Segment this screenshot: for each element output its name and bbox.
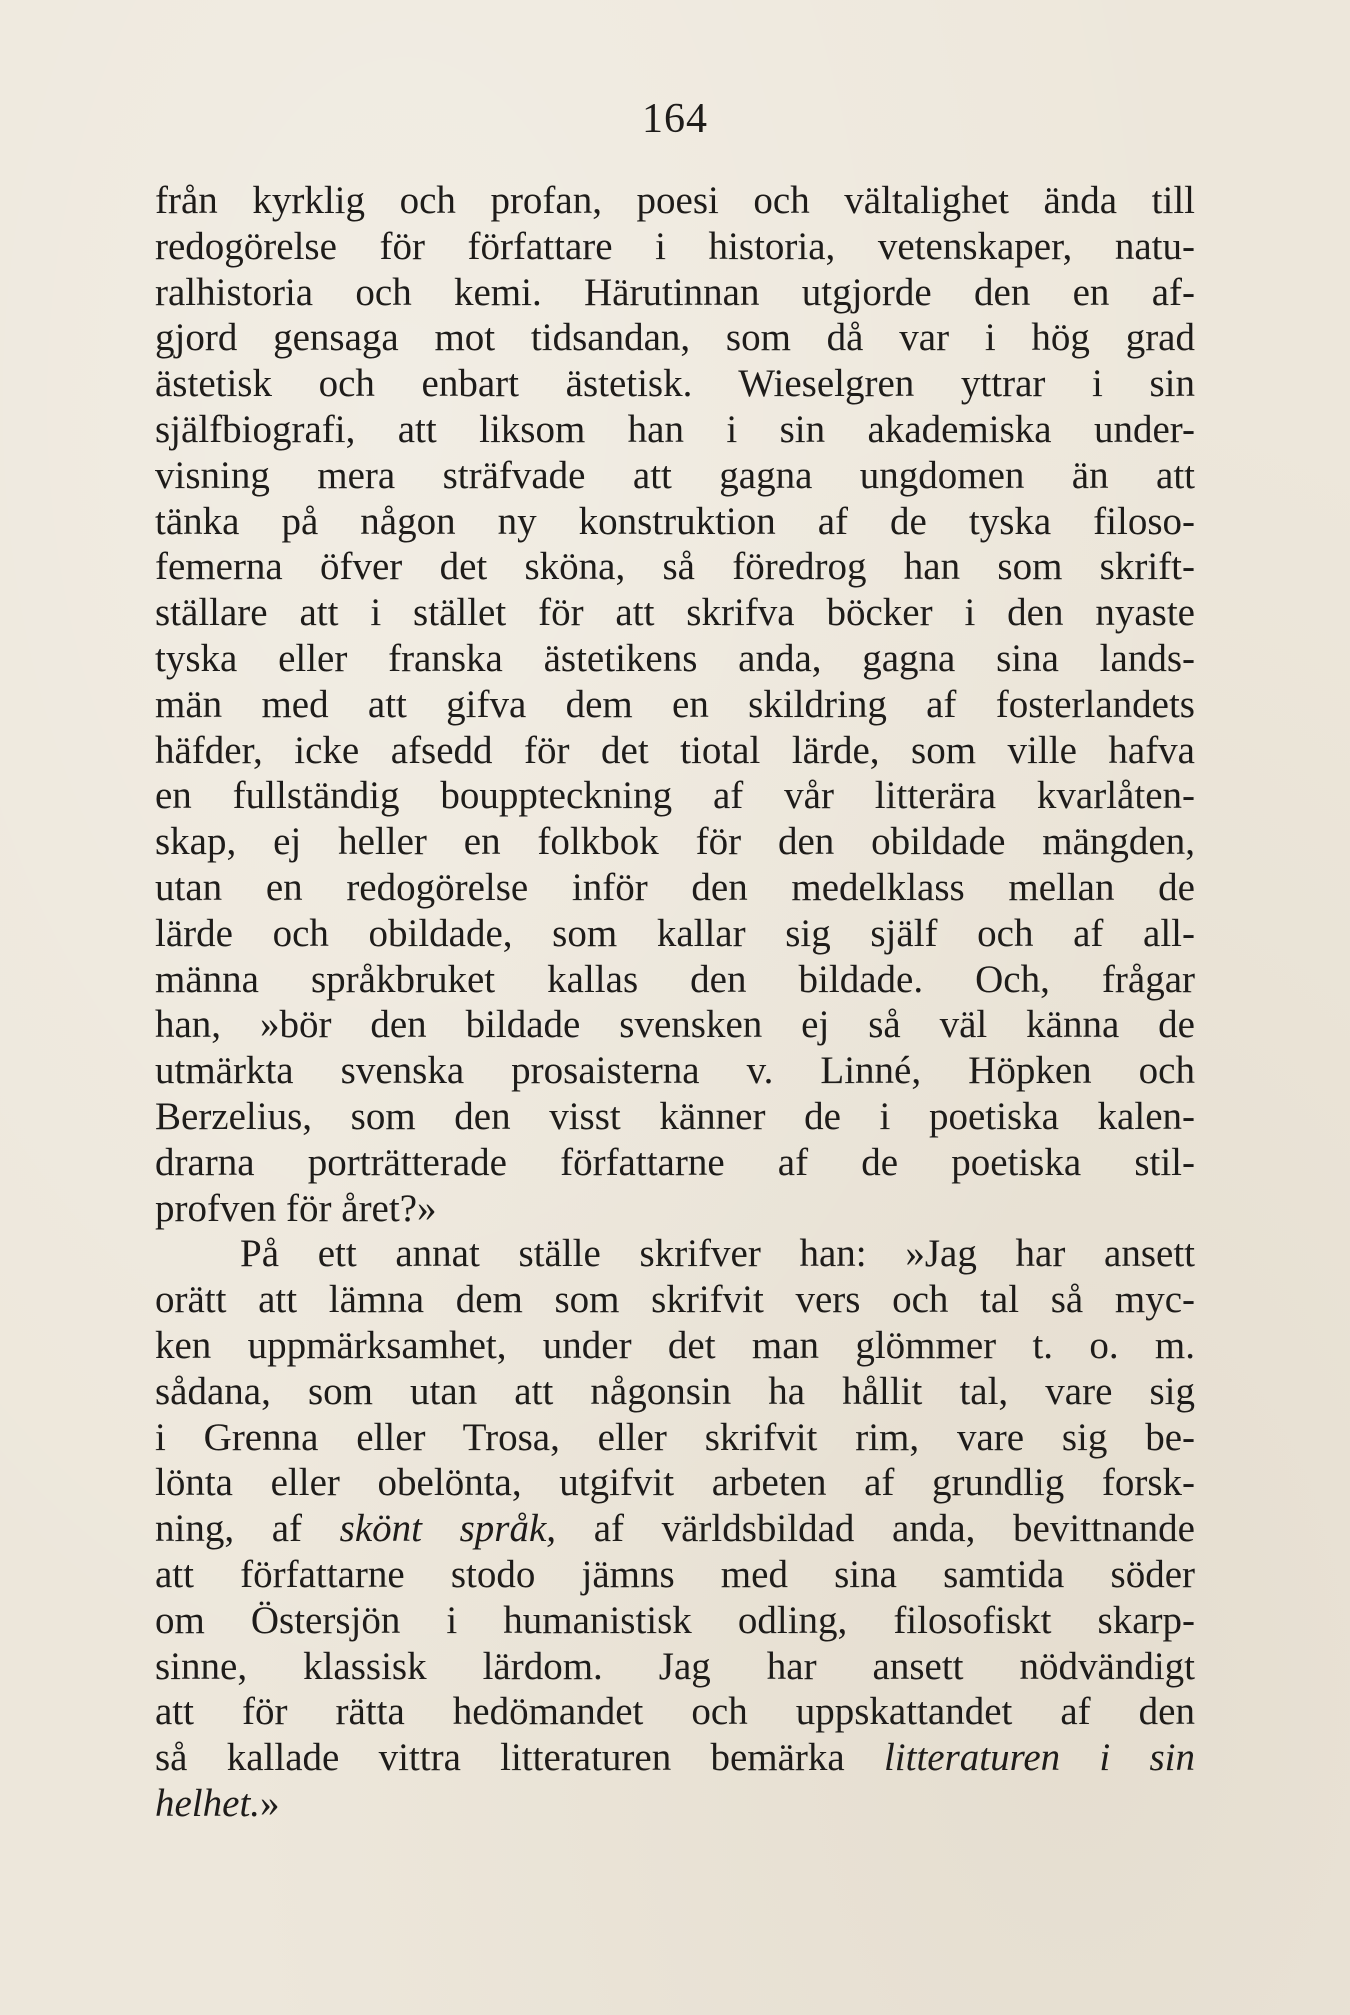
text-line-with-italic <box>155 1735 1195 1781</box>
text-line: gjord gensaga mot tidsandan, som då var i hög grad <box>155 316 1195 360</box>
text-segment: ning, af <box>155 1507 303 1551</box>
page-number: 164 <box>642 96 708 142</box>
text-line: ken uppmärksamhet, under det man glömmer t. o. m. <box>155 1323 1195 1367</box>
text-line: att författarne stodo jämns med sina samtida söder <box>155 1552 1195 1596</box>
text-line: skap, ej heller en folkbok för den obildade mängden, <box>155 820 1195 864</box>
text-line: om Östersjön i humanistisk odling, filosofiskt skarp- <box>155 1598 1195 1642</box>
text-line: han, »bör den bildade svensken ej så väl känna de <box>155 1003 1195 1047</box>
text-segment: af världsbildad anda, bevittnande <box>593 1507 1195 1551</box>
text-line: sådana, som utan att någonsin ha hållit tal, vare sig <box>155 1369 1195 1413</box>
text-line: ralhistoria och kemi. Härutinnan utgjorde den en af- <box>155 270 1195 314</box>
italic-phrase: helhet. <box>155 1781 261 1825</box>
text-line: ästetisk och enbart ästetisk. Wieselgren yttrar i sin <box>155 362 1195 406</box>
text-line: en fullständig bouppteckning af vår litterära kvarlåten- <box>155 774 1195 818</box>
text-line: från kyrklig och profan, poesi och vältalighet ända till <box>155 179 1195 222</box>
closing-quote: » <box>260 1781 280 1825</box>
text-segment: så kallade vittra litteraturen bemärka <box>155 1736 845 1780</box>
text-line: profven för året?» <box>155 1186 437 1230</box>
text-line: män med att gifva dem en skildring af fosterlandets <box>155 682 1195 726</box>
text-line: tyska eller franska ästetikens anda, gagna sina lands- <box>155 636 1195 680</box>
text-line-with-italic <box>155 1506 1195 1552</box>
text-line: själfbiografi, att liksom han i sin akademiska under- <box>155 407 1195 451</box>
text-line: sinne, klassisk lärdom. Jag har ansett nödvändigt <box>155 1644 1195 1688</box>
text-line: Berzelius, som den visst känner de i poetiska kalen- <box>155 1094 1195 1138</box>
text-line: lönta eller obelönta, utgifvit arbeten af grundlig forsk- <box>155 1461 1195 1505</box>
body-text <box>155 178 1195 1827</box>
text-line: redogörelse för författare i historia, vetenskaper, natu- <box>155 224 1195 268</box>
italic-phrase: skönt språk, <box>339 1507 557 1551</box>
italic-phrase: litteraturen i sin <box>883 1736 1195 1780</box>
text-line: lärde och obildade, som kallar sig själf och af all- <box>155 911 1195 955</box>
text-line: ställare att i stället för att skrifva böcker i den nyaste <box>155 591 1195 635</box>
text-line: femerna öfver det sköna, så föredrog han som skrift- <box>155 545 1195 589</box>
text-line: häfder, icke afsedd för det tiotal lärde, som ville hafva <box>155 728 1195 772</box>
text-line: männa språkbruket kallas den bildade. Och, frågar <box>155 957 1195 1001</box>
text-line: att för rätta hedömandet och uppskattandet af den <box>155 1690 1195 1734</box>
text-line: utan en redogörelse inför den medelklass mellan de <box>155 865 1195 909</box>
text-line-with-italic <box>155 1781 1195 1827</box>
text-line: drarna porträtterade författarne af de poetiska stil- <box>155 1140 1195 1184</box>
text-line: orätt att lämna dem som skrifvit vers och tal så myc- <box>155 1278 1195 1322</box>
text-line: tänka på någon ny konstruktion af de tyska filoso- <box>155 499 1195 543</box>
text-line: På ett annat ställe skrifver han: »Jag har ansett <box>240 1232 1195 1276</box>
text-line: utmärkta svenska prosaisterna v. Linné, Höpken och <box>155 1049 1195 1093</box>
text-line: i Grenna eller Trosa, eller skrifvit rim, vare sig be- <box>155 1415 1195 1459</box>
text-line: visning mera sträfvade att gagna ungdomen än att <box>155 453 1195 497</box>
